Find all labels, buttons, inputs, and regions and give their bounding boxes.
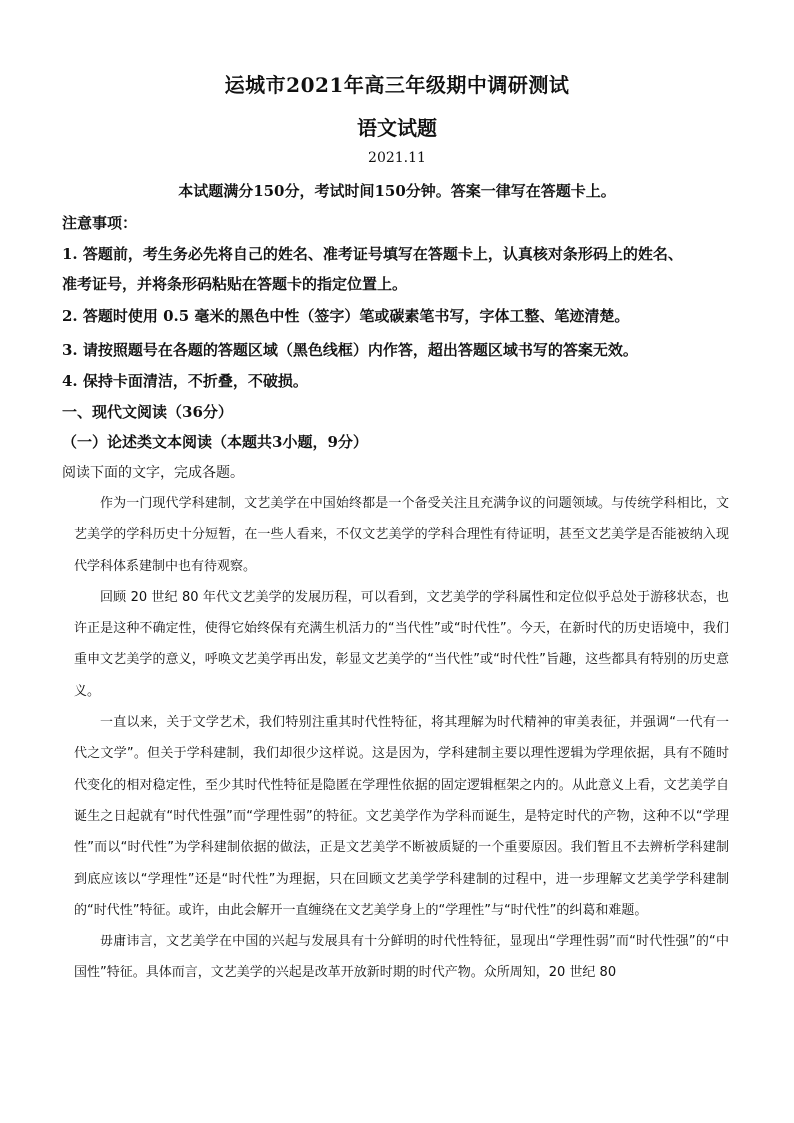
notice-item-4: 4. 保持卡面清洁，不折叠，不破损。 — [62, 372, 308, 390]
subsection-heading: （一）论述类文本阅读（本题共3小题，9分） — [62, 433, 368, 451]
instruction-text: 阅读下面的文字，完成各题。 — [62, 465, 244, 481]
notice-heading: 注意事项： — [62, 214, 138, 232]
page-title: 运城市2021年高三年级期中调研测试 — [224, 73, 570, 97]
passage-paragraph-2: 回顾 20 世纪 80 年代文艺美学的发展历程，可以看到，文艺美学的学科属性和定位似乎总处于游移状态，也许正是这种不确定性，使得它始终保有充满生机活力的“当代性”或“时代性”。今天，在新时代的历史语境中，我们重申文艺美学的意义，呼唤文艺美学再出发，彰显文艺美学的“当代性”或“时代性”旨趣，这些都具有特别的历史意义。 — [74, 589, 729, 699]
passage-paragraph-4: 毋庸讳言，文艺美学在中国的兴起与发展具有十分鲜明的时代性特征，显现出“学理性弱”而“时代性强”的“中国性”特征。具体而言，文艺美学的兴起是改革开放新时期的时代产物。众所周知，20 世纪 80 — [74, 934, 729, 981]
reading-passage — [74, 488, 729, 989]
subject-title: 语文试题 — [357, 116, 437, 140]
notice-item-1-line-2: 准考证号，并将条形码粘贴在答题卡的指定位置上。 — [62, 275, 408, 293]
section-heading: 一、现代文阅读（36分） — [62, 403, 233, 421]
notice-item-1-line-1: 1. 答题前，考生务必先将自己的姓名、准考证号填写在答题卡上，认真核对条形码上的姓名、 — [62, 245, 683, 263]
passage-paragraph-1: 作为一门现代学科建制，文艺美学在中国始终都是一个备受关注且充满争议的问题领域。与传统学科相比，文艺美学的学科历史十分短暂，在一些人看来，不仅文艺美学的学科合理性有待证明，甚至文艺美学是否能被纳入现代学科体系建制中也有待观察。 — [74, 496, 729, 574]
exam-info: 本试题满分150分，考试时间150分钟。答案一律写在答题卡上。 — [178, 182, 616, 200]
notice-item-2: 2. 答题时使用 0.5 毫米的黑色中性（签字）笔或碳素笔书写，字体工整、笔迹清楚。 — [62, 307, 630, 325]
exam-date: 2021.11 — [368, 150, 426, 166]
notice-item-3: 3. 请按照题号在各题的答题区域（黑色线框）内作答，超出答题区域书写的答案无效。 — [62, 341, 638, 359]
passage-paragraph-3: 一直以来，关于文学艺术，我们特别注重其时代性特征，将其理解为时代精神的审美表征，并强调“一代有一代之文学”。但关于学科建制，我们却很少这样说。这是因为，学科建制主要以理性逻辑为学理依据，具有不随时代变化的相对稳定性，至少其时代性特征是隐匿在学理性依据的固定逻辑框架之内的。从此意义上看，文艺美学自诞生之日起就有“时代性强”而“学理性弱”的特征。文艺美学作为学科而诞生，是特定时代的产物，这种不以“学理性”而以“时代性”为学科建制依据的做法，正是文艺美学不断被质疑的一个重要原因。我们暂且不去辨析学科建制到底应该以“学理性”还是“时代性”为理据，只在回顾文艺美学学科建制的过程中，进一步理解文艺美学学科建制的“时代性”特征。或许，由此会解开一直缠绕在文艺美学身上的“学理性”与“时代性”的纠葛和难题。 — [74, 715, 729, 918]
